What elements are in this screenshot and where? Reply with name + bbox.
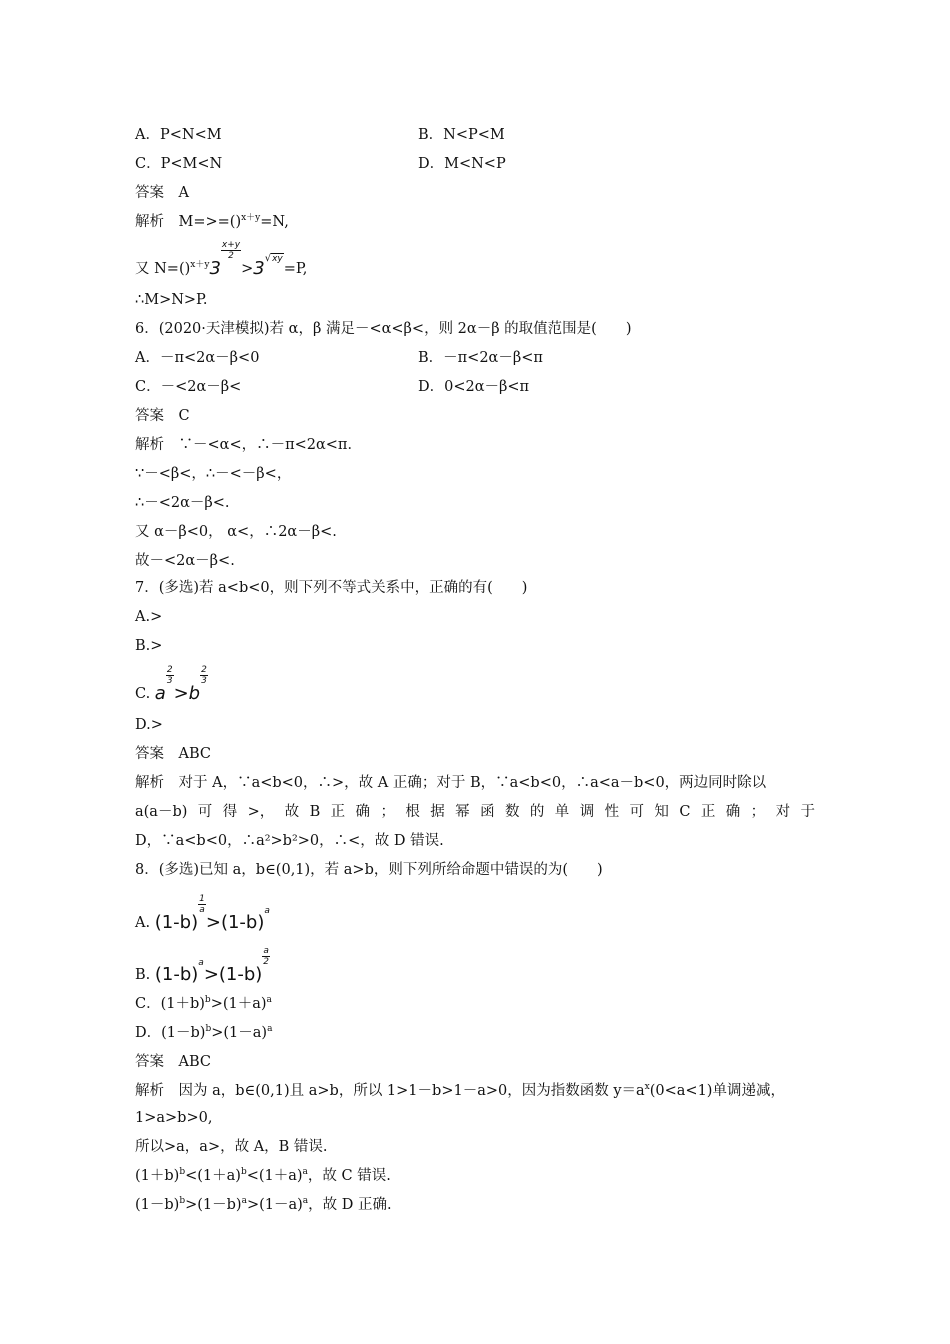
q7-solution-line-3: D，∵a<b<0，∴a²>b²>0，∴<，故 D 错误. [135,833,444,849]
justified-word: a(a－b) [135,804,188,820]
q8-solution-line-3: 所以>a，a>，故 A，B 错误. [135,1139,328,1155]
q7-opt-c-gt: > [173,683,189,704]
justified-word: 调 [579,804,595,820]
q8-opt-b-base1: (1-b) [154,964,199,985]
q5-sol1-text: 解析 M=>=() [135,214,242,230]
justified-word: 可 [629,804,645,820]
q7-option-d: D.> [135,717,163,733]
justified-word: 据 [430,804,445,820]
q8-sol5-pre: (1－b) [135,1197,180,1213]
q6-stem: 6．(2020·天津模拟)若 α，β 满足－<α<β<，则 2α－β 的取值范围是( ) [135,321,632,337]
q8-opt-a-gt: > [205,912,221,933]
q8-opt-b-base2: (1-b) [218,964,263,985]
q8-opt-d-sup2: a [267,1024,273,1034]
justified-word: 确 [355,804,371,820]
q8-answer: 答案 ABC [135,1054,211,1070]
q8-sol1-sup: x [644,1082,650,1092]
q8-opt-c-text: C．(1＋b) [135,996,205,1012]
q6-solution-line-4: 又 α－β<0， α<，∴2α－β<. [135,524,337,540]
q8-opt-b-gt: > [203,964,219,985]
q8-sol4-mid2: <(1＋a) [246,1168,303,1184]
q7-opt-c-base-b: b [188,683,201,704]
q5-option-c: C．P<M<N [135,156,223,172]
justified-word: 知 [654,804,669,820]
justified-word: 根 [405,804,420,820]
q8-opt-b-exponent-1: a [198,958,204,968]
fraction-numerator: 2 [201,665,207,675]
q8-opt-a-exponent-2: a [264,906,270,916]
q5-option-d: D．M<N<P [418,156,506,172]
justified-word: 对 [775,804,791,820]
fraction-numerator: x+y [221,240,241,250]
q5-answer: 答案 A [135,185,189,201]
q8-option-c [135,994,272,1016]
q6-solution-line-3: ∴－<2α－β<. [135,495,230,511]
q6-option-b: B．－π<2α－β<π [418,350,543,366]
justified-word: 得 [222,804,238,820]
q5-sol1-end: =N, [260,214,289,230]
q5-solution-line-1 [135,212,289,234]
q8-sol5-sup1: b [179,1196,186,1206]
q8-sol1-pre: 解析 因为 a，b∈(0,1)且 a>b，所以 1>1－b>1－a>0，因为指数函数 y＝a [135,1083,645,1099]
q8-sol4-sup1: b [179,1167,186,1177]
q7-solution-line-1: 解析 对于 A，∵a<b<0，∴>，故 A 正确；对于 B，∵a<b<0，∴a<a－b<0，两边同时除以 [135,775,767,791]
justified-word: 性 [604,804,620,820]
q5-sol2-pre: 又 N=() [135,261,191,277]
fraction-denominator: 3 [201,676,207,686]
justified-word: 故 [284,804,300,820]
q7-answer: 答案 ABC [135,746,211,762]
q8-opt-a-label: A. [135,915,151,931]
q7-opt-c-exponent-2 [200,665,208,686]
q8-opt-c-mid: >(1＋a) [210,996,267,1012]
q8-sol4-end: ，故 C 错误. [307,1168,391,1184]
q8-sol5-mid2: >(1－a) [246,1197,303,1213]
q5-sol2-end: =P, [283,261,308,277]
justified-word: 确 [725,804,741,820]
q5-sol2-base2: 3 [253,258,265,279]
fraction-denominator: 3 [166,676,173,686]
fraction-numerator: 2 [166,665,173,675]
q7-opt-c-exponent-1 [166,665,174,686]
q8-sol5-mid1: >(1－b) [185,1197,242,1213]
q8-opt-b-exponent-2 [262,946,270,967]
q8-opt-a-base1: (1-b) [154,912,199,933]
q7-opt-c-label: C. [135,686,151,702]
q8-solution-line-2: 1>a>b>0, [135,1110,213,1126]
q8-sol4-mid1: <(1＋a) [185,1168,241,1184]
justified-word: 可 [197,804,213,820]
q5-sol2-gt: > [241,261,254,277]
q7-opt-c-base-a: a [154,683,166,704]
q8-opt-d-mid: >(1－a) [211,1025,268,1041]
q8-sol1-end: (0<a<1)单调递减， [649,1083,785,1099]
sqrt-icon: √ [264,253,272,264]
fraction-denominator: a [199,905,205,915]
q8-solution-line-4 [135,1166,391,1188]
q7-option-a: A.> [135,609,163,625]
justified-word: >， [247,804,275,820]
fraction-denominator: 2 [228,251,234,261]
q6-solution-line-2: ∵－<β<，∴－<－β<， [135,466,292,482]
q5-solution-line-3: ∴M>N>P. [135,292,208,308]
q7-solution-line-2 [135,802,815,822]
q8-option-a [135,894,270,935]
justified-word: 函 [480,804,495,820]
justified-word: ； [750,804,766,820]
justified-word: 的 [529,804,545,820]
q8-sol4-sup3: a [302,1167,308,1177]
q5-sol2-exponent-fraction [221,240,241,261]
q8-opt-d-text: D．(1－b) [135,1025,206,1041]
q8-opt-c-sup1: b [204,995,211,1005]
q5-sol2-base1: 3 [209,258,221,279]
q8-sol4-pre: (1＋b) [135,1168,180,1184]
q8-opt-d-sup1: b [205,1024,212,1034]
q6-answer: 答案 C [135,408,190,424]
q8-sol5-end: ，故 D 正确. [308,1197,392,1213]
q8-solution-line-1 [135,1081,785,1103]
justified-word: C [679,804,691,820]
q8-sol5-sup3: a [302,1196,309,1206]
q5-option-a: A．P<N<M [135,127,222,143]
q8-solution-line-5 [135,1195,392,1217]
justified-word: 单 [554,804,570,820]
q6-solution-line-1: 解析 ∵－<α<，∴－π<2α<π． [135,437,362,453]
q5-sol2-sup: x＋y [190,260,210,270]
justified-word: ； [380,804,395,820]
justified-word: 于 [800,804,815,820]
fraction-numerator: 1 [199,894,205,904]
fraction-numerator: a [263,946,269,956]
q7-option-c [135,665,208,704]
justified-word: 幂 [455,804,470,820]
q6-option-c: C．－<2α－β< [135,379,242,395]
q8-opt-a-base2: (1-b) [220,912,265,933]
justified-word: B [309,804,321,820]
q7-stem: 7．(多选)若 a<b<0，则下列不等式关系中，正确的有( ) [135,580,528,596]
fraction-denominator: 2 [263,957,269,967]
q5-sol1-sup: x＋y [241,213,261,223]
q8-sol5-sup2: a [241,1196,247,1206]
q8-sol4-sup2: b [240,1167,247,1177]
justified-word: 正 [700,804,716,820]
q7-option-b: B.> [135,638,163,654]
q5-sol2-root: xy [272,254,283,264]
q8-option-d [135,1023,272,1045]
q6-option-d: D．0<2α－β<π [418,379,530,395]
q8-opt-a-exponent-1 [198,894,206,915]
q6-solution-line-5: 故－<2α－β<. [135,553,235,569]
q6-option-a: A．－π<2α－β<0 [135,350,260,366]
q8-stem: 8．(多选)已知 a，b∈(0,1)，若 a>b，则下列所给命题中错误的为( ) [135,862,603,878]
q8-opt-c-sup2: a [266,995,272,1005]
q5-solution-line-2 [135,240,308,281]
justified-word: 数 [504,804,520,820]
q8-opt-b-label: B. [135,967,151,983]
q8-option-b [135,946,270,987]
justified-word: 正 [330,804,346,820]
q5-option-b: B．N<P<M [418,127,505,143]
